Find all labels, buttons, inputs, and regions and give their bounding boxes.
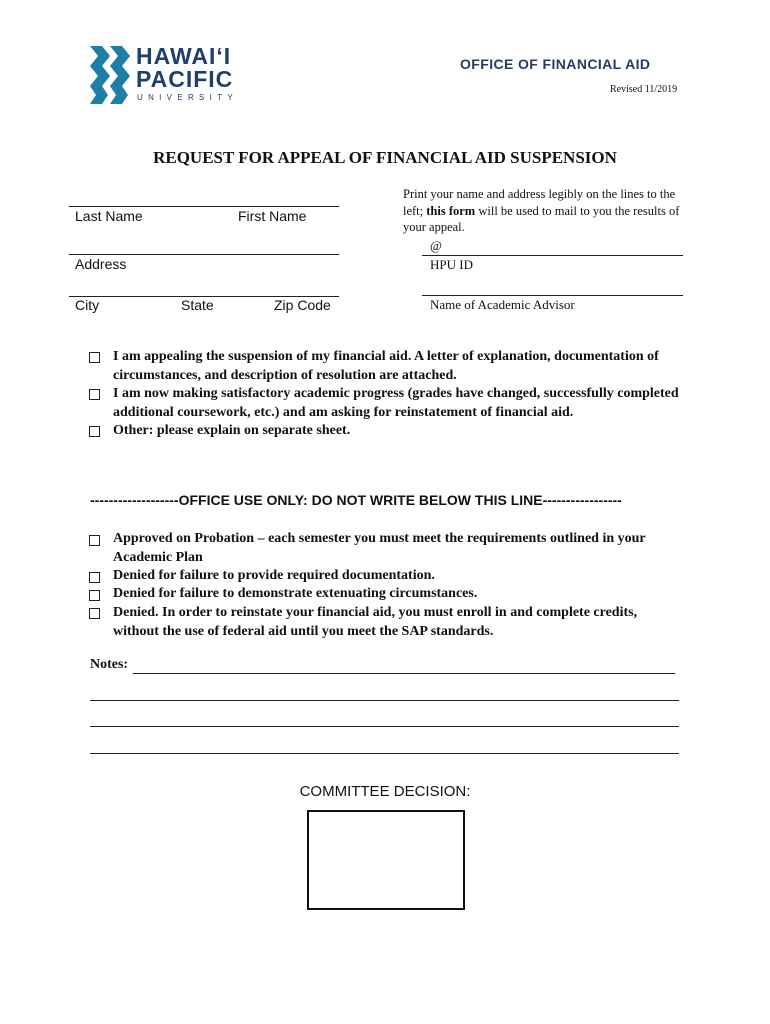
advisor-label: Name of Academic Advisor [430,297,575,312]
hpu-logo [90,44,260,106]
notes-line-1[interactable] [133,673,675,674]
instructions-text-2: will be used to mail to you the results of your appeal. [403,203,680,234]
page-title: REQUEST FOR APPEAL OF FINANCIAL AID SUSPENSION [153,148,617,167]
address-label: Address [75,256,127,272]
notes-line-2[interactable] [90,700,679,701]
decision-checkbox-denied-documentation[interactable] [89,572,100,583]
instructions [403,186,693,236]
office-title: OFFICE OF FINANCIAL AID [460,56,651,72]
hpu-id-label: HPU ID [430,257,473,272]
logo-mark-icon [90,46,130,104]
decision-checkbox-approved[interactable] [89,535,100,546]
appeal-checkbox-1[interactable] [89,352,100,363]
office-use-divider: -------------------OFFICE USE ONLY: DO NOT WRITE BELOW THIS LINE----------------- [90,492,622,508]
notes-line-4[interactable] [90,753,679,754]
email-at-sign: @ [430,238,442,253]
logo-text-hawaii: HAWAIʻI [136,43,232,69]
address-line[interactable] [69,254,339,255]
last-name-label: Last Name [75,208,143,224]
notes-label: Notes: [90,657,129,672]
advisor-line[interactable] [422,295,683,296]
name-line[interactable] [69,206,339,207]
appeal-checkbox-3[interactable] [89,426,100,437]
decision-denied-circumstances: Denied for failure to demonstrate extenuating circumstances. [113,586,478,601]
committee-decision-label: COMMITTEE DECISION: [299,783,471,800]
instructions-bold: this form [426,203,476,218]
zip-code-label: Zip Code [274,297,331,313]
logo-text-pacific: PACIFIC [136,66,234,92]
city-label: City [75,297,100,313]
decision-approved: Approved on Probation – each semester you must meet the requirements outlined in your Academic Plan [113,531,646,565]
committee-decision-box[interactable] [307,810,465,910]
decision-denied-reinstate: Denied. In order to reinstate your financial aid, you must enroll in and complete credits, without the use of federal aid until you meet the SAP standards. [113,605,638,639]
appeal-checkbox-2[interactable] [89,389,100,400]
email-id-line[interactable] [422,255,683,256]
decision-checkbox-denied-reinstate[interactable] [89,608,100,619]
instructions-text-1: Print your name and address legibly on the lines to the left; [403,187,676,218]
decision-checkbox-denied-circumstances[interactable] [89,590,100,601]
revision-date: Revised 11/2019 [610,84,678,95]
notes-line-3[interactable] [90,726,679,727]
decision-denied-documentation: Denied for failure to provide required documentation. [113,568,435,583]
state-label: State [181,297,214,313]
appeal-option-3: Other: please explain on separate sheet. [113,423,351,438]
logo-text-university: UNIVERSITY [137,93,239,102]
appeal-option-1: I am appealing the suspension of my financial aid. A letter of explanation, documentation of circumstances, and description of resolution are attached. [113,349,659,383]
first-name-label: First Name [238,208,307,224]
appeal-option-2: I am now making satisfactory academic progress (grades have changed, successfully completed additional coursework, etc.) and am asking for reinstatement of financial aid. [113,386,679,420]
